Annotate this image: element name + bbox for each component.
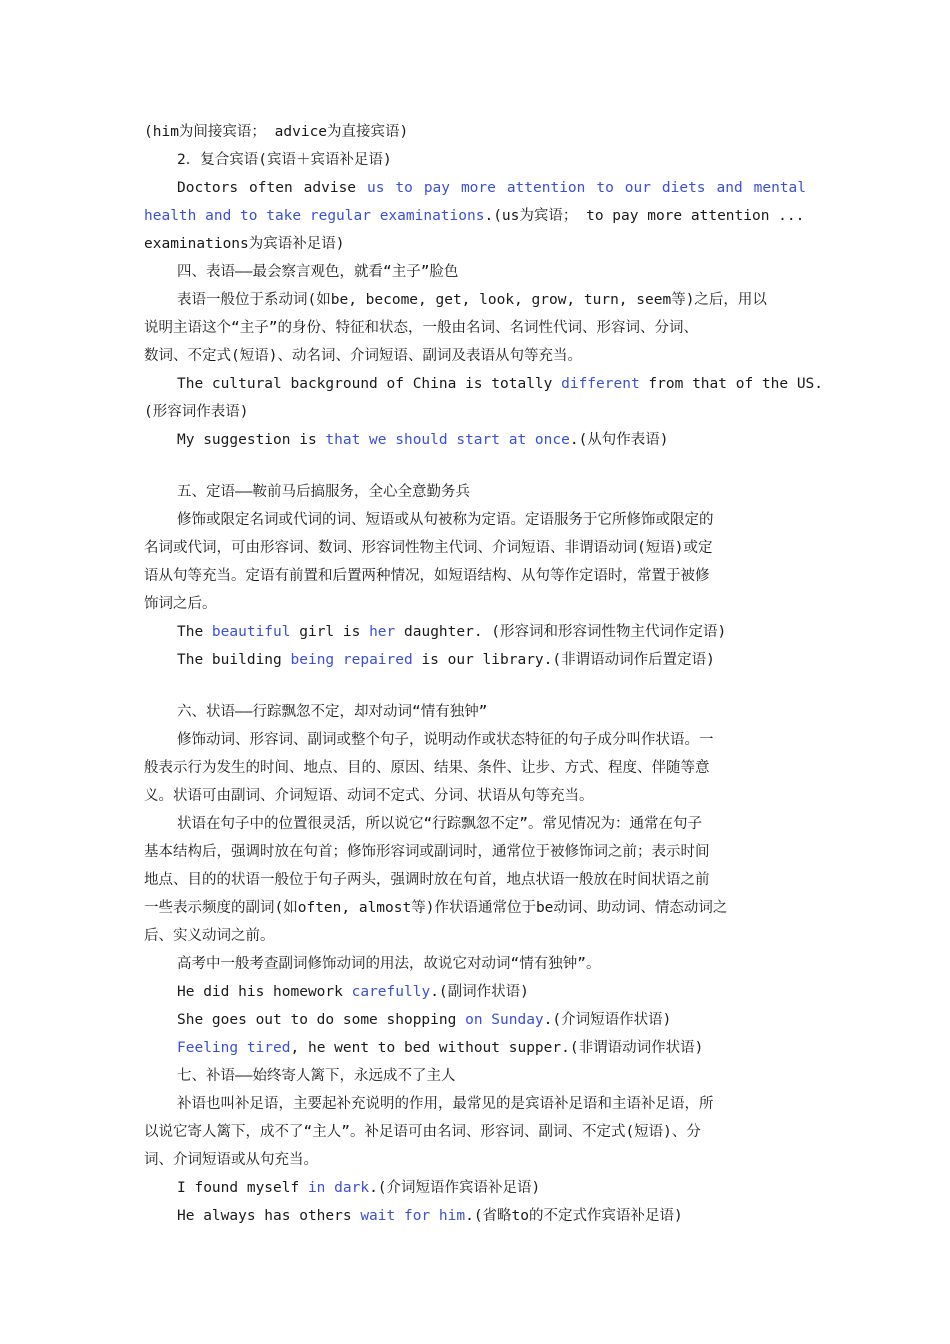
- paragraph-line: 义。状语可由副词、介词短语、动词不定式、分词、状语从句等充当。: [144, 788, 594, 804]
- highlighted-phrase: being repaired: [290, 652, 413, 668]
- spacer: [144, 674, 806, 698]
- example-sentence: Doctors often advise us to pay more attention to our diets and mental: [177, 180, 807, 196]
- paragraph-line: 地点、目的的状语一般位于句子两头，强调时放在句首，地点状语一般放在时间状语之前: [144, 872, 710, 888]
- example-sentence: He always has others wait for him.(省略to的不定式作宾语补足语): [177, 1208, 683, 1224]
- document-body: [144, 118, 824, 1230]
- section-heading: 七、补语——始终寄人篱下，永远成不了主人: [177, 1068, 456, 1084]
- paragraph-line: 状语在句子中的位置很灵活，所以说它“行踪飘忽不定”。常见情况为：通常在句子: [177, 816, 702, 832]
- highlighted-phrase: in dark: [307, 1180, 370, 1196]
- highlighted-phrase: that we should start at once: [325, 432, 570, 448]
- text-line: (形容词作表语): [144, 404, 249, 420]
- paragraph-line: 饰词之后。: [144, 596, 217, 612]
- highlighted-phrase: on Sunday: [465, 1012, 544, 1028]
- example-sentence: She goes out to do some shopping on Sunday.(介词短语作状语): [177, 1012, 672, 1028]
- section-heading: 五、定语——鞍前马后搞服务，全心全意勤务兵: [177, 484, 470, 500]
- example-sentence: The beautiful girl is her daughter. (形容词和形容词性物主代词作定语): [177, 624, 727, 640]
- paragraph-line: 一些表示频度的副词(如often, almost等)作状语通常位于be动词、助动词、情态动词之: [144, 900, 728, 916]
- paragraph-line: 说明主语这个“主子”的身份、特征和状态，一般由名词、名词性代词、形容词、分词、: [144, 320, 698, 336]
- text-line: (him为间接宾语； advice为直接宾语): [144, 124, 409, 140]
- paragraph-line: 后、实义动词之前。: [144, 928, 275, 944]
- example-sentence: The cultural background of China is totally different from that of the US.: [177, 376, 824, 392]
- paragraph-line: 基本结构后，强调时放在句首；修饰形容词或副词时，通常位于被修饰词之前；表示时间: [144, 844, 710, 860]
- example-sentence: Feeling tired, he went to bed without supper.(非谓语动词作状语): [177, 1040, 704, 1056]
- example-sentence: He did his homework carefully.(副词作状语): [177, 984, 529, 1000]
- paragraph-line: 以说它寄人篱下，成不了“主人”。补足语可由名词、形容词、副词、不定式(短语)、分: [144, 1124, 701, 1140]
- highlighted-phrase: beautiful: [211, 624, 291, 640]
- paragraph-line: 修饰动词、形容词、副词或整个句子，说明动作或状态特征的句子成分叫作状语。一: [177, 732, 714, 748]
- example-sentence: health and to take regular examinations.(us为宾语； to pay more attention ...: [144, 208, 805, 224]
- paragraph-line: 词、介词短语或从句充当。: [144, 1152, 318, 1168]
- highlighted-phrase: Feeling tired: [177, 1040, 291, 1056]
- highlighted-phrase: her: [369, 624, 396, 640]
- paragraph-line: 高考中一般考查副词修饰动词的用法，故说它对动词“情有独钟”。: [177, 956, 601, 972]
- section-heading: 六、状语——行踪飘忽不定，却对动词“情有独钟”: [177, 704, 488, 720]
- example-sentence: The building being repaired is our library.(非谓语动词作后置定语): [177, 652, 715, 668]
- paragraph-line: 语从句等充当。定语有前置和后置两种情况，如短语结构、从句等作定语时，常置于被修: [144, 568, 710, 584]
- paragraph-line: 般表示行为发生的时间、地点、目的、原因、结果、条件、让步、方式、程度、伴随等意: [144, 760, 710, 776]
- example-sentence: My suggestion is that we should start at once.(从句作表语): [177, 432, 669, 448]
- paragraph-line: 表语一般位于系动词(如be, become, get, look, grow, turn, seem等)之后，用以: [177, 292, 767, 308]
- section-heading: 2．复合宾语(宾语＋宾语补足语): [177, 152, 392, 168]
- highlighted-phrase: carefully: [351, 984, 431, 1000]
- spacer: [144, 454, 806, 478]
- paragraph-line: 补语也叫补足语，主要起补充说明的作用，最常见的是宾语补足语和主语补足语，所: [177, 1096, 714, 1112]
- example-sentence: I found myself in dark.(介词短语作宾语补足语): [177, 1180, 541, 1196]
- highlighted-phrase: us to pay more attention to our diets and mental: [367, 180, 807, 196]
- text-line: examinations为宾语补足语): [144, 236, 345, 252]
- highlighted-phrase: different: [561, 376, 640, 392]
- highlighted-phrase: wait for him: [360, 1208, 466, 1224]
- paragraph-line: 名词或代词，可由形容词、数词、形容词性物主代词、介词短语、非谓语动词(短语)或定: [144, 540, 713, 556]
- highlighted-phrase: health and to take regular examinations: [144, 208, 485, 224]
- section-heading: 四、表语——最会察言观色，就看“主子”脸色: [177, 264, 459, 280]
- paragraph-line: 修饰或限定名词或代词的词、短语或从句被称为定语。定语服务于它所修饰或限定的: [177, 512, 714, 528]
- paragraph-line: 数词、不定式(短语)、动名词、介词短语、副词及表语从句等充当。: [144, 348, 582, 364]
